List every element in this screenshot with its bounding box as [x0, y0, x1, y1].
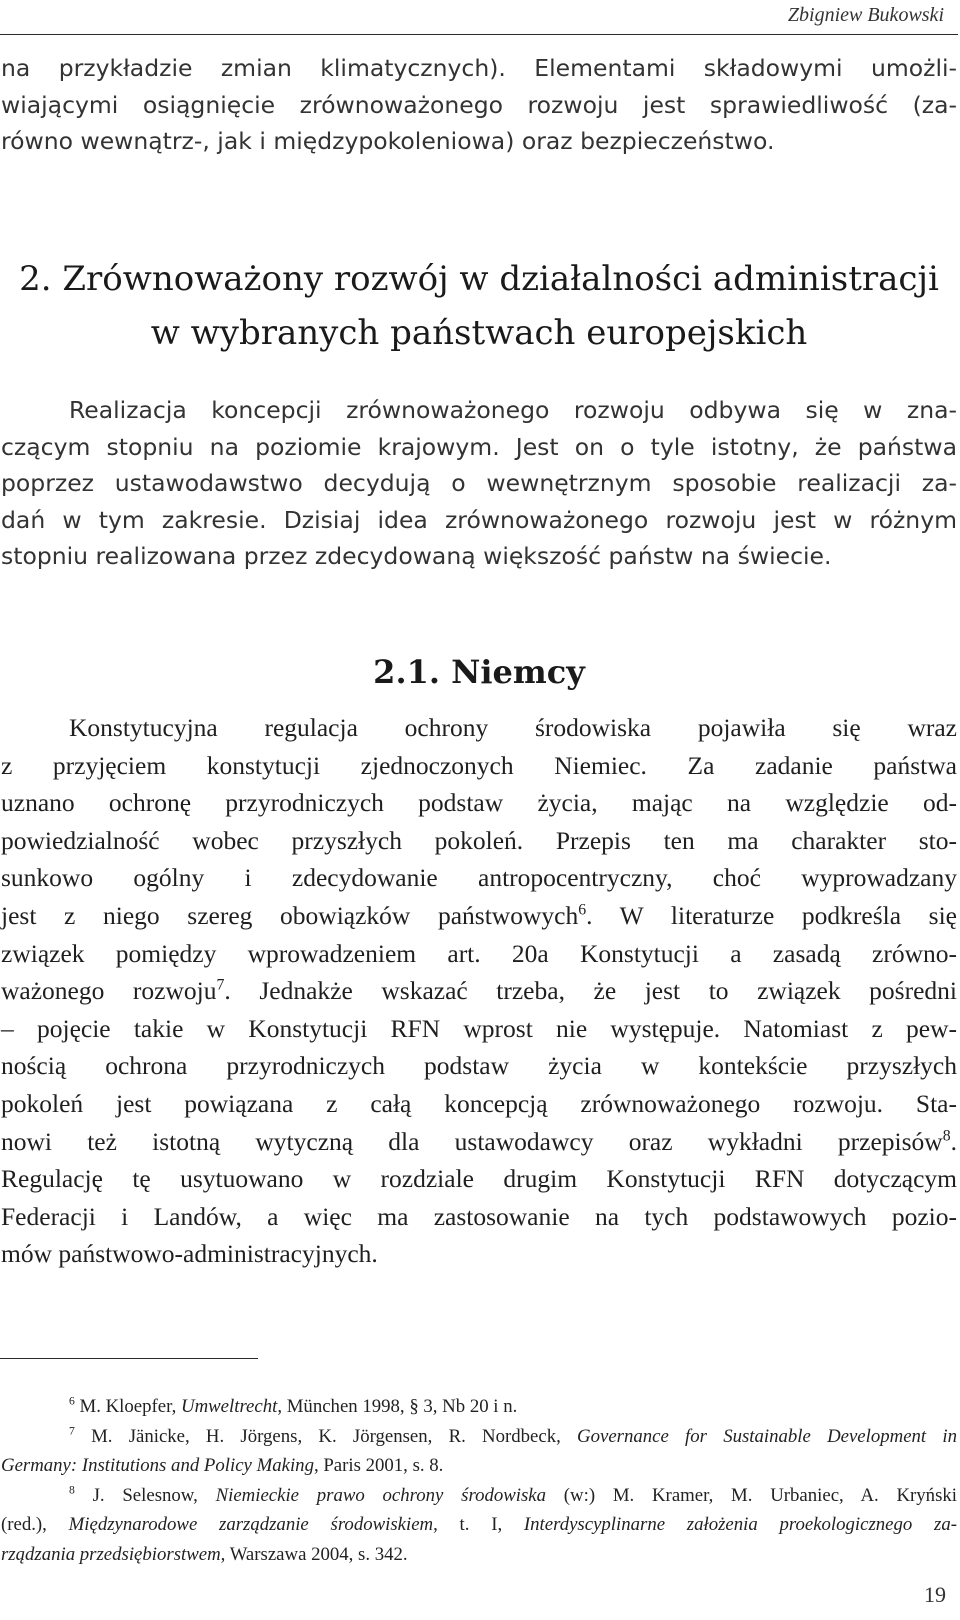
footnote-text: (red.),: [1, 1514, 69, 1535]
text-line: poprzez ustawodawstwo decydują o wewnętrznym sposobie realizacji za-: [1, 469, 957, 497]
footnote-number: 6: [69, 1394, 75, 1408]
footnote-text: M. Jänicke, H. Jörgens, K. Jörgensen, R. Nordbeck,: [91, 1425, 578, 1447]
footnote-title: Międzynarodowe zarządzanie środowiskiem: [68, 1514, 434, 1535]
section-paragraph: [1, 392, 957, 575]
section-heading: [0, 252, 958, 360]
text-line: – pojęcie takie w Konstytucji RFN wprost nie występuje. Natomiast z pew-: [1, 1013, 957, 1043]
footnote-rule: [0, 1358, 258, 1359]
footnotes: [1, 1392, 957, 1569]
text-segment: . W literaturze podkreśla się: [586, 900, 957, 930]
footnote-line: [1, 1481, 957, 1511]
footnote-title: Umweltrecht: [181, 1396, 278, 1417]
footnote-title: Governance for Sustainable Development in: [577, 1425, 957, 1447]
footnote-line: [1, 1422, 957, 1452]
text-line: Konstytucyjna regulacja ochrony środowiska pojawiła się wraz: [69, 713, 957, 742]
text-line: uznano ochronę przyrodniczych podstaw życia, mając na względzie od-: [1, 788, 957, 818]
section-heading-line: w wybranych państwach europejskich: [150, 313, 808, 353]
footnote-title: Interdyscyplinarne założenia proekologicznego za-: [523, 1514, 957, 1535]
text-segment: ważonego rozwoju: [1, 976, 217, 1006]
text-line: [1, 972, 957, 1010]
section-heading-line: 2. Zrównoważony rozwój w działalności administracji: [19, 259, 939, 299]
text-segment: . Jednakże wskazać trzeba, że jest to związek pośredni: [224, 976, 957, 1006]
text-line: [1, 1123, 957, 1161]
text-line: mów państwowo-administracyjnych.: [1, 1239, 378, 1269]
footnote-ref[interactable]: 6: [578, 901, 587, 919]
text-line: sunkowo ogólny i zdecydowanie antropocentryczny, choć wyprowadzany: [1, 863, 957, 893]
text-line: Realizacja koncepcji zrównoważonego rozwoju odbywa się w zna-: [69, 396, 957, 424]
text-line: stopniu realizowana przez zdecydowaną większość państw na świecie.: [1, 542, 832, 570]
text-line: powiedzialność wobec przyszłych pokoleń. Przepis ten ma charakter sto-: [1, 825, 957, 855]
footnote-title: Germany: Institutions and Policy Making: [1, 1455, 314, 1476]
text-line: równo wewnątrz-, jak i międzypokoleniowa) oraz bezpieczeństwo.: [1, 127, 775, 155]
text-line: Federacji i Landów, a więc ma zastosowanie na tych podstawowych pozio-: [1, 1201, 957, 1231]
text-line: nością ochrona przyrodniczych podstaw życia w kontekście przyszłych: [1, 1051, 957, 1081]
page-number: 19: [924, 1582, 946, 1607]
text-line: z przyjęciem konstytucji zjednoczonych Niemiec. Za zadanie państwa: [1, 750, 957, 780]
text-line: wiającymi osiągnięcie zrównoważonego rozwoju jest sprawiedliwość (za-: [1, 90, 957, 119]
footnote-ref[interactable]: 7: [216, 976, 225, 994]
text-line: [1, 897, 957, 935]
footnote-text: , Warszawa 2004, s. 342.: [220, 1543, 408, 1565]
running-head-author: Zbigniew Bukowski: [787, 4, 944, 26]
footnote-line: [1, 1392, 957, 1422]
text-line: pokoleń jest powiązana z całą koncepcją zrównoważonego rozwoju. Sta-: [1, 1088, 957, 1118]
text-segment: nowi też istotną wytyczną dla ustawodawcy oraz wykładni przepisów: [1, 1126, 943, 1156]
footnote-line: [1, 1540, 957, 1570]
text-segment: .: [950, 1126, 957, 1156]
intro-paragraph: [1, 50, 957, 160]
subsection-heading: 2.1. Niemcy: [373, 653, 585, 691]
footnote-title: rządzania przedsiębiorstwem: [1, 1543, 221, 1565]
header-rule: [0, 34, 958, 35]
footnote-7: [1, 1422, 957, 1481]
footnote-8: [1, 1481, 957, 1570]
text-line: czącym stopniu na poziomie krajowym. Jest on o tyle istotny, że państwa: [1, 432, 957, 461]
footnote-number: 7: [69, 1424, 75, 1438]
footnote-line: [1, 1451, 957, 1481]
footnote-line: [1, 1510, 957, 1540]
germany-paragraph: [1, 709, 957, 1273]
text-line: Regulację tę usytuowano w rozdziale drugim Konstytucji RFN dotyczącym: [1, 1164, 957, 1194]
footnote-title: Niemieckie prawo ochrony środowiska: [215, 1484, 547, 1506]
footnote-text: , München 1998, § 3, Nb 20 i n.: [277, 1396, 518, 1417]
text-line: związek pomiędzy wprowadzeniem art. 20a Konstytucji a zasadą zrówno-: [1, 938, 957, 968]
footnote-number: 8: [69, 1483, 75, 1497]
footnote-text: M. Kloepfer,: [79, 1396, 182, 1417]
footnote-ref[interactable]: 8: [942, 1127, 951, 1145]
text-line: dań w tym zakresie. Dzisiaj idea zrównoważonego rozwoju jest w różnym: [1, 505, 957, 534]
footnote-6: [1, 1392, 957, 1422]
text-line: na przykładzie zmian klimatycznych). Elementami składowymi umożli-: [1, 54, 957, 82]
footnote-text: , Paris 2001, s. 8.: [313, 1455, 444, 1476]
footnote-text: (w:) M. Kramer, M. Urbaniec, A. Kryński: [546, 1484, 957, 1506]
footnote-text: , t. I,: [433, 1514, 524, 1535]
text-segment: jest z niego szereg obowiązków państwowych: [1, 900, 579, 930]
footnote-text: J. Selesnow,: [92, 1484, 216, 1506]
